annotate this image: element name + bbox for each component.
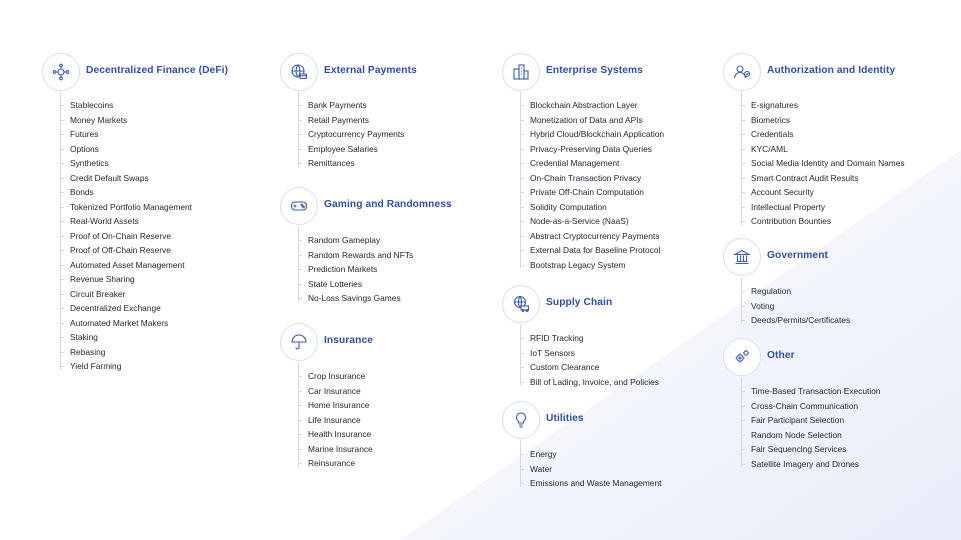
list-item: Account Security: [751, 185, 905, 200]
section-authorization-identity: [723, 53, 905, 229]
list-item: Fair Sequencing Services: [751, 442, 881, 457]
section-title: External Payments: [324, 65, 417, 76]
list-item: Random Node Selection: [751, 428, 881, 443]
list-item: Solidity Computation: [530, 200, 664, 215]
list-item: Proof of Off-Chain Reserve: [70, 243, 192, 258]
list-item: Stablecoins: [70, 98, 192, 113]
section-title: Supply Chain: [546, 297, 613, 308]
list-item: Employee Salaries: [308, 142, 404, 157]
section-title: Authorization and Identity: [767, 65, 896, 76]
list-item: Proof of On-Chain Reserve: [70, 229, 192, 244]
list-item: Bootstrap Legacy System: [530, 258, 664, 273]
list-item: Monetization of Data and APIs: [530, 113, 664, 128]
section-insurance: [280, 323, 373, 471]
list-item: Rebasing: [70, 345, 192, 360]
list-item: Credit Default Swaps: [70, 171, 192, 186]
list-item: Fair Participant Selection: [751, 413, 881, 428]
list-item: State Lotteries: [308, 277, 413, 292]
section-supply-chain: [502, 285, 659, 389]
list-item: Voting: [751, 299, 850, 314]
item-list: [502, 98, 664, 272]
list-item: Bank Payments: [308, 98, 404, 113]
gamepad-icon: [280, 187, 318, 225]
list-item: Money Markets: [70, 113, 192, 128]
list-item: Options: [70, 142, 192, 157]
section-title: Utilities: [546, 413, 584, 424]
list-item: On-Chain Transaction Privacy: [530, 171, 664, 186]
list-item: Real-World Assets: [70, 214, 192, 229]
list-item: Time-Based Transaction Execution: [751, 384, 881, 399]
list-item: Intellectual Property: [751, 200, 905, 215]
section-gaming-randomness: [280, 187, 452, 306]
list-item: RFID Tracking: [530, 331, 659, 346]
list-item: Circuit Breaker: [70, 287, 192, 302]
item-list: [502, 447, 661, 491]
list-item: Automated Market Makers: [70, 316, 192, 331]
section-enterprise-systems: [502, 53, 664, 272]
list-item: Regulation: [751, 284, 850, 299]
section-defi: [42, 53, 229, 374]
list-item: Social Media Identity and Domain Names: [751, 156, 905, 171]
list-item: Health Insurance: [308, 427, 373, 442]
item-list: [723, 284, 850, 328]
list-item: Credential Management: [530, 156, 664, 171]
list-item: Blockchain Abstraction Layer: [530, 98, 664, 113]
item-list: [42, 98, 192, 374]
list-item: Life Insurance: [308, 413, 373, 428]
list-item: Crop Insurance: [308, 369, 373, 384]
buildings-icon: [502, 53, 540, 91]
list-item: Tokenized Portfolio Management: [70, 200, 192, 215]
list-item: Cross-Chain Communication: [751, 399, 881, 414]
item-list: [723, 384, 881, 471]
list-item: Reinsurance: [308, 456, 373, 471]
item-list: [280, 233, 413, 306]
list-item: Credentials: [751, 127, 905, 142]
defi-network-icon: [42, 53, 80, 91]
section-title: Insurance: [324, 335, 374, 346]
list-item: Custom Clearance: [530, 360, 659, 375]
list-item: Synthetics: [70, 156, 192, 171]
list-item: External Data for Baseline Protocol: [530, 243, 664, 258]
umbrella-icon: [280, 323, 318, 361]
list-item: Emissions and Waste Management: [530, 476, 661, 491]
list-item: Random Rewards and NFTs: [308, 248, 413, 263]
list-item: Cryptocurrency Payments: [308, 127, 404, 142]
item-list: [280, 369, 373, 471]
list-item: Revenue Sharing: [70, 272, 192, 287]
government-building-icon: [723, 238, 761, 276]
globe-payment-icon: [280, 53, 318, 91]
section-government: [723, 238, 850, 328]
list-item: Private Off-Chain Computation: [530, 185, 664, 200]
list-item: Satellite Imagery and Drones: [751, 457, 881, 472]
list-item: Random Gameplay: [308, 233, 413, 248]
section-external-payments: [280, 53, 417, 171]
list-item: Privacy-Preserving Data Queries: [530, 142, 664, 157]
list-item: Retail Payments: [308, 113, 404, 128]
section-other: [723, 338, 881, 471]
list-item: No-Loss Savings Games: [308, 291, 413, 306]
item-list: [280, 98, 404, 171]
list-item: KYC/AML: [751, 142, 905, 157]
section-title: Other: [767, 350, 795, 361]
item-list: [723, 98, 905, 229]
list-item: Smart Contract Audit Results: [751, 171, 905, 186]
list-item: Prediction Markets: [308, 262, 413, 277]
section-title: Enterprise Systems: [546, 65, 643, 76]
list-item: Water: [530, 462, 661, 477]
list-item: Marine Insurance: [308, 442, 373, 457]
list-item: Futures: [70, 127, 192, 142]
list-item: Contribution Bounties: [751, 214, 905, 229]
list-item: Home Insurance: [308, 398, 373, 413]
list-item: Deeds/Permits/Certificates: [751, 313, 850, 328]
list-item: Bonds: [70, 185, 192, 200]
list-item: Biometrics: [751, 113, 905, 128]
list-item: Bill of Lading, Invoice, and Policies: [530, 375, 659, 390]
list-item: Yield Farming: [70, 359, 192, 374]
item-list: [502, 331, 659, 389]
list-item: Hybrid Cloud/Blockchain Application: [530, 127, 664, 142]
list-item: Decentralized Exchange: [70, 301, 192, 316]
list-item: Car Insurance: [308, 384, 373, 399]
list-item: Node-as-a-Service (NaaS): [530, 214, 664, 229]
identity-icon: [723, 53, 761, 91]
list-item: Automated Asset Management: [70, 258, 192, 273]
list-item: Energy: [530, 447, 661, 462]
list-item: E-signatures: [751, 98, 905, 113]
section-title: Government: [767, 250, 829, 261]
section-title: Gaming and Randomness: [324, 199, 452, 210]
section-title: Decentralized Finance (DeFi): [86, 65, 229, 76]
truck-globe-icon: [502, 285, 540, 323]
section-utilities: [502, 401, 661, 491]
list-item: IoT Sensors: [530, 346, 659, 361]
gears-icon: [723, 338, 761, 376]
list-item: Remittances: [308, 156, 404, 171]
list-item: Abstract Cryptocurrency Payments: [530, 229, 664, 244]
list-item: Staking: [70, 330, 192, 345]
bulb-icon: [502, 401, 540, 439]
